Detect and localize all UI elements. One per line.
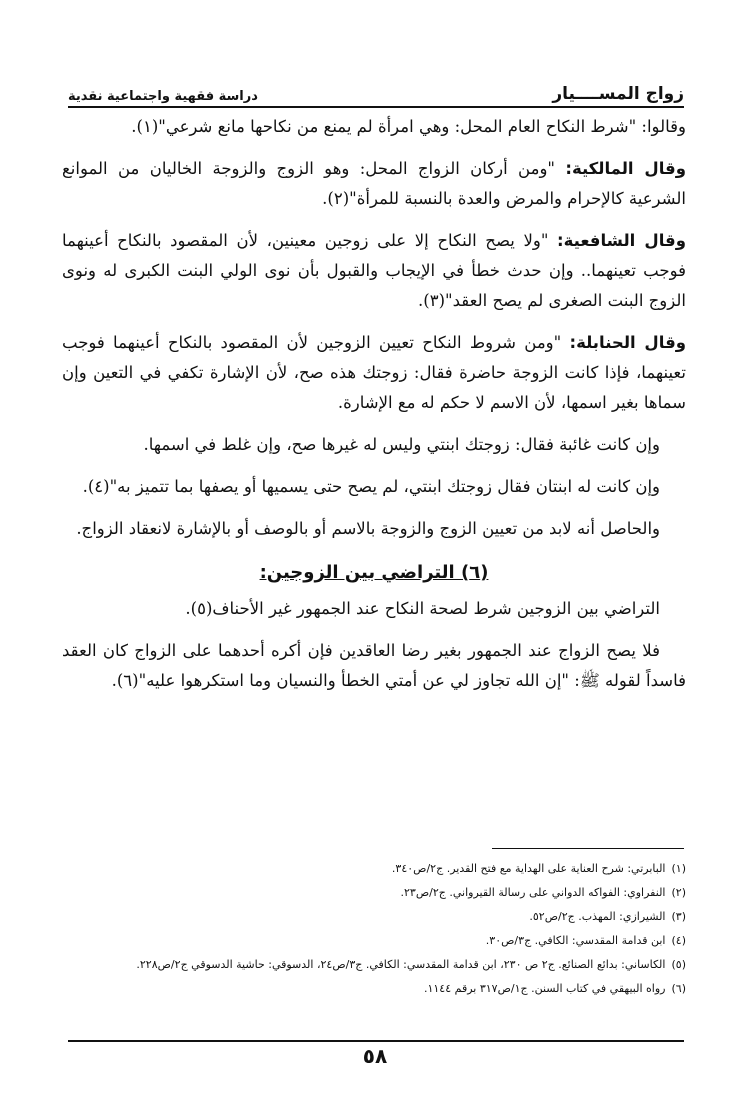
hanbali-text: "ومن شروط النكاح تعيين الزوجين لأن المقصود بالنكاح أعينهما فوجب تعينهما، فإذا كانت الزوجة حاضرة فقال: زوجتك هذه صح، لأن الإشارة تكفي في التعين وإن سماها بغير اسمها، لأن الاسم لا حكم له مع الإشارة. (62, 333, 686, 412)
footnote-text: النفراوي: الفواكه الدواني على رسالة القيرواني. ج٢/ص٢٣. (400, 886, 666, 899)
footnote-number: (٥) (671, 958, 686, 971)
footnote-text: ابن قدامة المقدسي: الكافي. ج٣/ص٣٠. (485, 934, 666, 947)
paragraph-conclusion: والحاصل أنه لابد من تعيين الزوج والزوجة بالاسم أو بالوصف أو بالإشارة لانعقاد الزواج. (76, 519, 660, 538)
footnote-5 (62, 954, 686, 976)
hanbali-lead: وقال الحنابلة: (569, 333, 686, 352)
body-text (62, 112, 686, 708)
footnote-4 (62, 930, 686, 952)
header-rule (68, 106, 684, 108)
running-header (68, 78, 684, 104)
footnote-number: (٣) (671, 910, 686, 923)
footnote-text: رواه البيهقي في كتاب السنن. ج١/ص٣١٧ برقم ١١٤٤. (423, 982, 666, 995)
footnote-rule (492, 848, 684, 849)
book-subtitle: دراسة فقهية واجتماعية نقدية (68, 89, 258, 104)
footnote-2 (62, 882, 686, 904)
footnote-text: البابرتي: شرح العناية على الهداية مع فتح القدير. ج٢/ص٣٤٠. (391, 862, 666, 875)
paragraph-1: وقالوا: "شرط النكاح العام المحل: وهي امرأة لم يمنع من نكاحها مانع شرعي"(١). (131, 117, 686, 136)
footnote-number: (٦) (671, 982, 686, 995)
paragraph-hanbali (62, 328, 686, 418)
section-heading: (٦) التراضي بين الزوجين: (259, 562, 489, 583)
paragraph-coercion: فلا يصح الزواج عند الجمهور بغير رضا العاقدين فإن أكره أحدهما على الزواج كان العقد فاسداً لقوله ﷺ: "إن الله تجاوز لي عن أمتي الخطأ والنسيان وما استكرهوا عليه"(٦). (62, 641, 686, 690)
paragraph-maliki (62, 154, 686, 214)
footnote-text: الشيرازي: المهذب. ج٢/ص٥٢. (529, 910, 666, 923)
book-title: زواج المســــيار (552, 84, 684, 104)
paragraph-consent: التراضي بين الزوجين شرط لصحة النكاح عند الجمهور غير الأحناف(٥). (185, 599, 660, 618)
footnote-text: الكاساني: بدائع الصنائع. ج٢ ص ٢٣٠، ابن قدامة المقدسي: الكافي. ج٣/ص٢٤، الدسوقي: حاشية الدسوقي ج٢/ص٢٢٨. (136, 958, 666, 971)
shafii-text: "ولا يصح النكاح إلا على زوجين معينين، لأن المقصود بالنكاح أعينهما فوجب تعينهما.. وإن حدث خطأ في الإيجاب والقبول بأن نوى الولي البنت الكبرى له ونوى الزوج البنت الصغرى لم يصح العقد"(٣). (62, 231, 686, 310)
footnote-number: (٢) (671, 886, 686, 899)
footnote-3 (62, 906, 686, 928)
maliki-lead: وقال المالكية: (565, 159, 686, 178)
footnote-1 (62, 858, 686, 880)
footer-rule (68, 1040, 684, 1042)
paragraph-two-daughters: وإن كانت له ابنتان فقال زوجتك ابنتي، لم يصح حتى يسميها أو يصفها بما تتميز به"(٤). (82, 477, 660, 496)
footnote-number: (٤) (671, 934, 686, 947)
page-number: ٥٨ (362, 1044, 388, 1068)
footnote-number: (١) (671, 862, 686, 875)
footnote-6 (62, 978, 686, 1000)
footnotes (62, 858, 686, 1002)
maliki-text: "ومن أركان الزواج المحل: وهو الزوج والزوجة الخاليان من الموانع الشرعية كالإحرام والمرض والعدة بالنسبة للمرأة"(٢). (62, 159, 686, 208)
paragraph-shafii (62, 226, 686, 316)
shafii-lead: وقال الشافعية: (557, 231, 686, 250)
paragraph-absent: وإن كانت غائبة فقال: زوجتك ابنتي وليس له غيرها صح، وإن غلط في اسمها. (143, 435, 660, 454)
